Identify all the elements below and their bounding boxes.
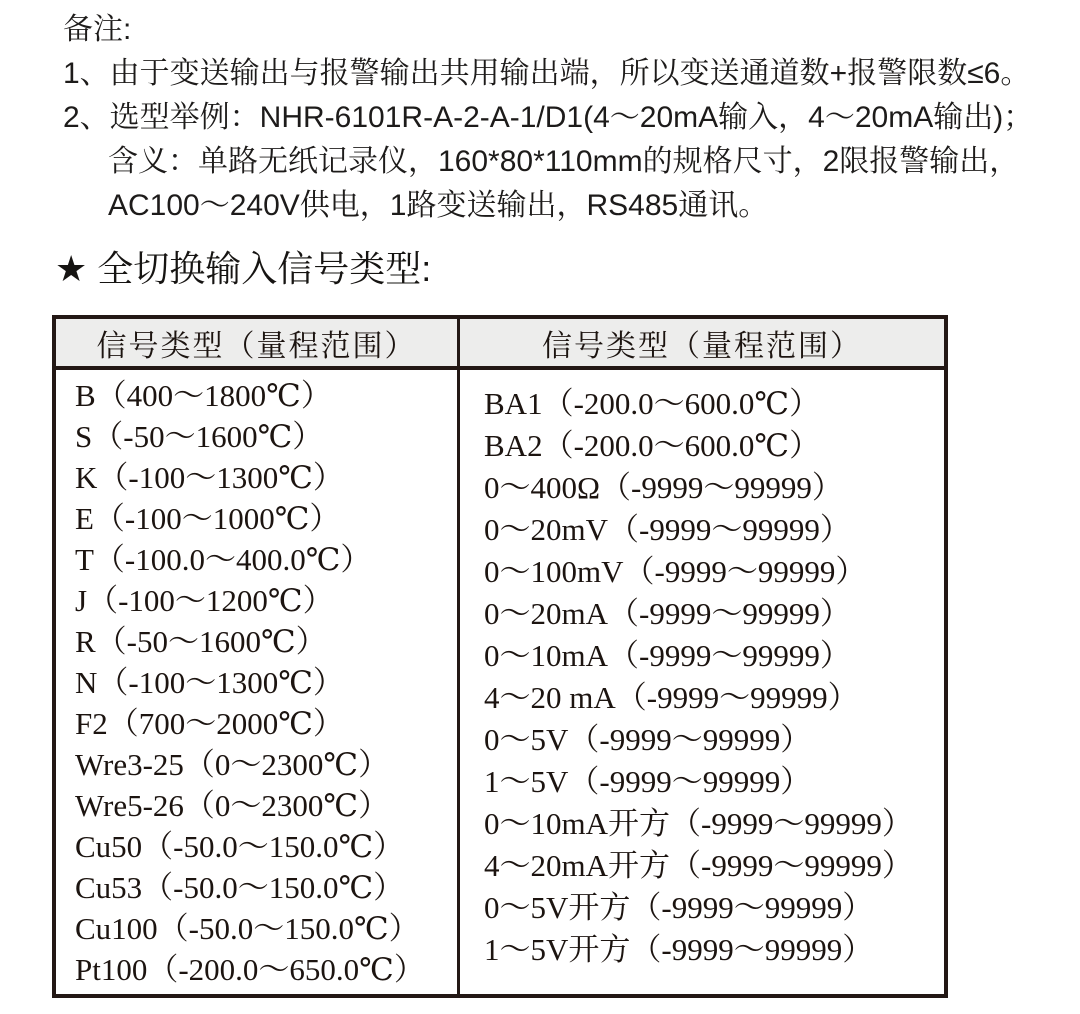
table-row: 0～10mA开方（-9999～99999） (484, 806, 913, 841)
table-row: 0～20mV（-9999～99999） (484, 512, 851, 547)
table-row: R（-50～1600℃） (75, 624, 327, 659)
table-row: 0～100mV（-9999～99999） (484, 554, 867, 589)
table-row: 4～20 mA（-9999～99999） (484, 680, 859, 715)
table-row: Cu53（-50.0～150.0℃） (75, 870, 405, 905)
table-row: Pt100（-200.0～650.0℃） (75, 952, 425, 987)
table-row: 0～5V开方（-9999～99999） (484, 890, 874, 925)
table-header-right: 信号类型（量程范围） (542, 329, 862, 363)
table-row: 0～10mA（-9999～99999） (484, 638, 851, 673)
star-icon: ★ (55, 248, 88, 289)
table-body (56, 370, 944, 994)
note-line: 2、选型举例：NHR-6101R-A-2-A-1/D1(4～20mA输入，4～20mA输出)； (63, 101, 1034, 134)
table-row: 4～20mA开方（-9999～99999） (484, 848, 913, 883)
table-row: 0～20mA（-9999～99999） (484, 596, 851, 631)
table-header-row (56, 319, 944, 370)
table-row: 0～400Ω（-9999～99999） (484, 470, 843, 505)
table-row: K（-100～1300℃） (75, 460, 344, 495)
table-column-right (460, 370, 944, 994)
table-row: J（-100～1200℃） (75, 583, 334, 618)
table-row: BA2（-200.0～600.0℃） (484, 428, 821, 463)
table-row: Wre5-26（0～2300℃） (75, 788, 390, 823)
table-row: Cu50（-50.0～150.0℃） (75, 829, 405, 864)
table-row: Wre3-25（0～2300℃） (75, 747, 390, 782)
table-header-left: 信号类型（量程范围） (56, 319, 460, 366)
table-row: BA1（-200.0～600.0℃） (484, 386, 821, 421)
table-row: S（-50～1600℃） (75, 419, 324, 454)
signal-type-table (52, 315, 948, 998)
table-row: T（-100.0～400.0℃） (75, 542, 372, 577)
note-line: 含义：单路无纸记录仪，160*80*110mm的规格尺寸，2限报警输出， (108, 145, 1020, 178)
table-row: E（-100～1000℃） (75, 501, 341, 536)
table-row: F2（700～2000℃） (75, 706, 344, 741)
section-heading (55, 247, 431, 291)
table-row: 1～5V开方（-9999～99999） (484, 932, 874, 967)
table-row: N（-100～1300℃） (75, 665, 344, 700)
table-row: 0～5V（-9999～99999） (484, 722, 812, 757)
note-line: AC100～240V供电，1路变送输出，RS485通讯。 (108, 189, 769, 222)
notes-title: 备注: (63, 13, 132, 46)
section-heading-label: 全切换输入信号类型: (97, 248, 432, 289)
table-column-left (56, 370, 460, 994)
table-row: 1～5V（-9999～99999） (484, 764, 812, 799)
table-row: B（400～1800℃） (75, 378, 332, 413)
note-line: 1、由于变送输出与报警输出共用输出端，所以变送通道数+报警限数≤6。 (63, 57, 1031, 90)
notes-block (63, 8, 1033, 228)
table-row: Cu100（-50.0～150.0℃） (75, 911, 420, 946)
